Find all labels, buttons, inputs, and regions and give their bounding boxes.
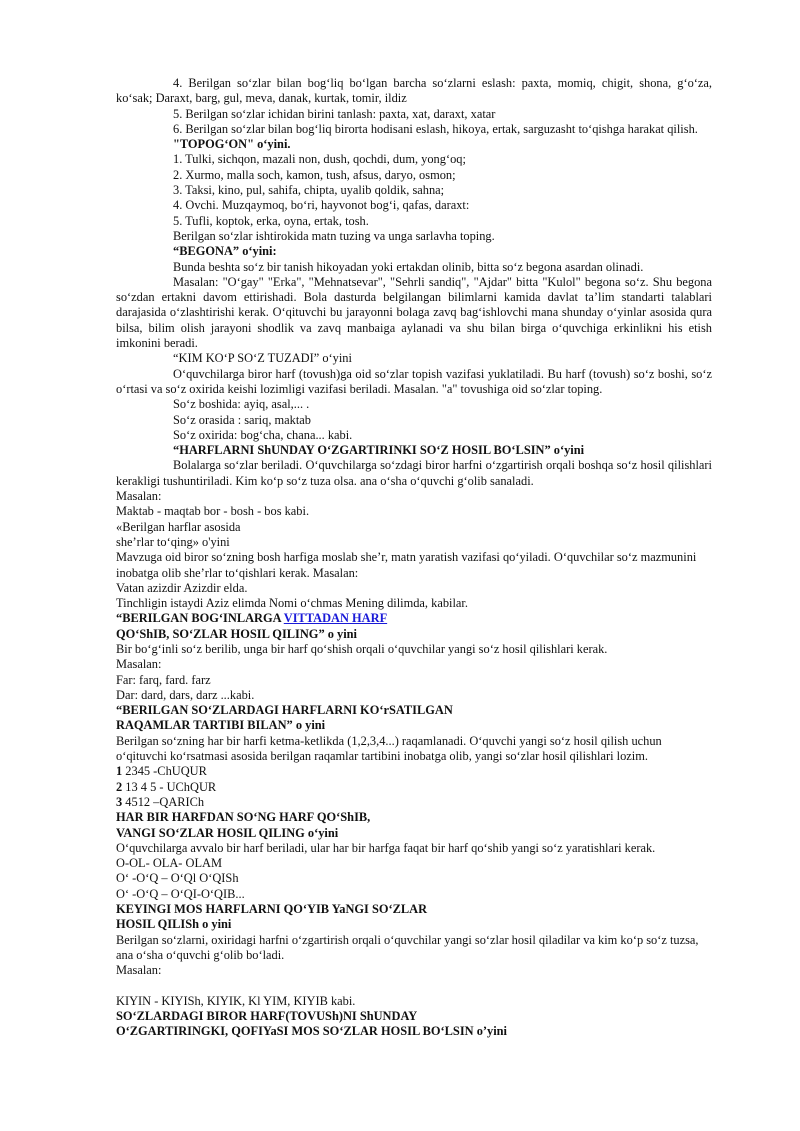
section-heading: HAR BIR HARFDAN SO‘NG HARF QO‘ShIB, [116,810,371,825]
paragraph: O‘quvchilarga avvalo bir harf beriladi, ular har bir harfga faqat bir harf qo‘shib yangi so‘z yaratishlari kerak. [116,840,656,855]
paragraph: 6. Berilgan so‘zlar bilan bog‘liq birorta hodisani eslash, hikoya, ertak, sarguzasht to‘qishga harakat qilish. [173,121,698,136]
paragraph: 5. Berilgan so‘zlar ichidan birini tanlash: paxta, xat, daraxt, xatar [173,106,496,121]
example-number: 3 [116,794,123,809]
paragraph: Berilgan so‘zlarni, oxiridagi harfni o‘zgartirish orqali o‘quvchilar yangi so‘zlar hosil qiladilar va kim ko‘p so‘z tuzsa, ana o‘sha o‘quvchi g‘olib bo‘ladi. [116,932,699,962]
paragraph: Berilgan so‘zlar ishtirokida matn tuzing va unga sarlavha toping. [173,228,495,243]
heading-syllables-game [116,611,712,626]
paragraph: Berilgan so‘zning har bir harfi ketma-ketlikda (1,2,3,4...) raqamlanadi. O‘quvchi yangi so‘z hosil qilish uchun o‘qituvchi ko‘rsatmasi asosida berilgan raqamlar tartibini inobatga olib, yangi so‘zlar hosil qilishlari lozim. [116,733,662,764]
paragraph: 5. Tufli, koptok, erka, oyna, ertak, tosh. [173,213,369,228]
paragraph: So‘z oxirida: bog‘cha, chana... kabi. [173,427,353,442]
paragraph: she’rlar to‘qing» o'yini [116,534,230,549]
paragraph: O-OL- OLA- OLAM [116,856,222,871]
example-number: 1 [116,764,123,779]
paragraph: Masalan: [116,657,162,672]
paragraph: Far: farq, fard. farz [116,672,211,687]
numbered-examples [116,764,712,810]
paragraph: Masalan: [116,963,162,978]
section-heading: “HARFLARNI ShUNDAY O‘ZGARTIRINKI SO‘Z HOSIL BO‘LSIN” o‘yini [173,443,585,458]
paragraph: Bunda beshta so‘z bir tanish hikoyadan yoki ertakdan olinib, bitta so‘z begona asardan olinadi. [173,259,644,274]
paragraph: 2. Xurmo, malla soch, kamon, tush, afsus, daryo, osmon; [173,167,456,182]
vittadan-harf-link[interactable]: VITTADAN HARF [283,611,388,626]
example-text: 2345 -ChUQUR [122,764,207,779]
paragraph: Vatan azizdir Azizdir elda. [116,580,248,595]
paragraph: Tinchligin istaydi Aziz elimda Nomi o‘chmas Mening dilimda, kabilar. [116,596,468,611]
heading-syllables-text: “BERILGAN BOG‘INLARGA [116,611,284,626]
paragraph: So‘z orasida : sariq, maktab [173,412,311,427]
paragraph: O‘quvchilarga biror harf (tovush)ga oid so‘zlar topish vazifasi yuklatiladi. Bu harf (tovush) so‘z boshi, so‘z o‘rtasi va so‘z oxirida keishi lozimligi vazifasi beriladi. Masalan. "a" tovushiga oid so‘zlar toping. [116,366,712,396]
paragraph: Mavzuga oid biror so‘zning bosh harfiga moslab she’r, matn yaratish vazifasi qo‘yiladi. O‘quvchilar so‘z mazmunini inobatga olib she’rlar to‘qishlari kerak. Masalan: [116,550,697,580]
paragraph: 1. Tulki, sichqon, mazali non, dush, qochdi, dum, yong‘oq; [173,152,466,167]
paragraph: 4. Berilgan so‘zlar bilan bog‘liq bo‘lgan barcha so‘zlarni eslash: paxta, momiq, chigit, shona, g‘o‘za, ko‘sak; Daraxt, barg, gul, meva, danak, kurtak, tomir, ildiz [116,76,712,106]
section-heading: KEYINGI MOS HARFLARNI QO‘YIB YaNGI SO‘ZLAR [116,902,428,917]
paragraph: Dar: dard, dars, darz ...kabi. [116,687,255,702]
paragraph: O‘ -O‘Q – O‘QI-O‘QIB... [116,886,245,901]
section-add-letter [116,642,712,764]
numbered-example [116,764,712,779]
section-heading: O‘ZGARTIRINGKI, QOFIYaSI MOS SO‘ZLAR HOSIL BO‘LSIN o’yini [116,1024,507,1039]
heading-syllables-line2: QO‘ShIB, SO‘ZLAR HOSIL QILING” o yini [116,626,357,641]
section-heading: “BEGONA” o‘yini: [173,244,277,259]
section-heading: "TOPOG‘ON" o‘yini. [173,137,291,152]
blank-line [116,979,712,994]
numbered-example [116,780,712,795]
paragraph: «Berilgan harflar asosida [116,519,241,534]
section-heading: “BERILGAN SO‘ZLARDAGI HARFLARNI KO‘rSATILGAN [116,703,453,718]
example-text: 4512 –QARICh [122,794,205,809]
example-text: 13 4 5 - UChQUR [122,779,217,794]
paragraph: 3. Taksi, kino, pul, sahifa, chipta, uyalib qoldik, sahna; [173,183,445,198]
section-heading: SO‘ZLARDAGI BIROR HARF(TOVUSh)NI ShUNDAY [116,1009,418,1024]
document-page [116,76,712,1040]
section-more-games [116,810,712,1039]
paragraph: Masalan: [116,489,162,504]
paragraph: “KIM KO‘P SO‘Z TUZADI” o‘yini [173,351,352,366]
paragraph: O‘ -O‘Q – O‘Ql O‘QISh [116,871,239,886]
section-heading: RAQAMLAR TARTIBI BILAN” o yini [116,718,326,733]
paragraph: KIYIN - KIYISh, KIYIK, Kl YIM, KIYIB kabi. [116,993,356,1008]
paragraph: Bir bo‘g‘inli so‘z berilib, unga bir harf qo‘shish orqali o‘quvchilar yangi so‘z hosil qilishlari kerak. [116,641,608,656]
paragraph: Bolalarga so‘zlar beriladi. O‘quvchilarga so‘zdagi biror harfni o‘zgartirish orqali boshqa so‘z hosil qilishlari kerakligi tushuntiriladi. Kim ko‘p so‘z tuza olsa. ana o‘sha o‘quvchi g‘olib sanaladi. [116,458,712,488]
section-games-intro [116,76,712,611]
paragraph: Masalan: "O‘gay" "Erka", "Mehnatsevar", "Sehrli sandiq", "Ajdar" bitta "Kulol" begona so‘z. Shu begona so‘zdan ertakni davom ettirishadi. Bola dasturda belgilangan bilimlarni kamida davlat ta’lim standarti talablari darajasida o‘zlashtirishi kerak. O‘qituvchi bu jarayonni bolaga zavq bag‘ishlovchi mana shunday o‘yinlar asosida qura bilsa, bilim olish jarayoni shodlik va zavq manbaiga aylanadi va shu bilan birga o‘quvchiga erkinlikni his etish imkonini beradi. [116,274,712,351]
paragraph: Maktab - maqtab bor - bosh - bos kabi. [116,504,310,519]
section-heading: HOSIL QILISh o yini [116,917,232,932]
numbered-example [116,795,712,810]
example-number: 2 [116,779,123,794]
paragraph: 4. Ovchi. Muzqaymoq, bo‘ri, hayvonot bog‘i, qafas, daraxt: [173,198,470,213]
paragraph: So‘z boshida: ayiq, asal,... . [173,397,310,412]
section-heading: VANGI SO‘ZLAR HOSIL QILING o‘yini [116,825,339,840]
